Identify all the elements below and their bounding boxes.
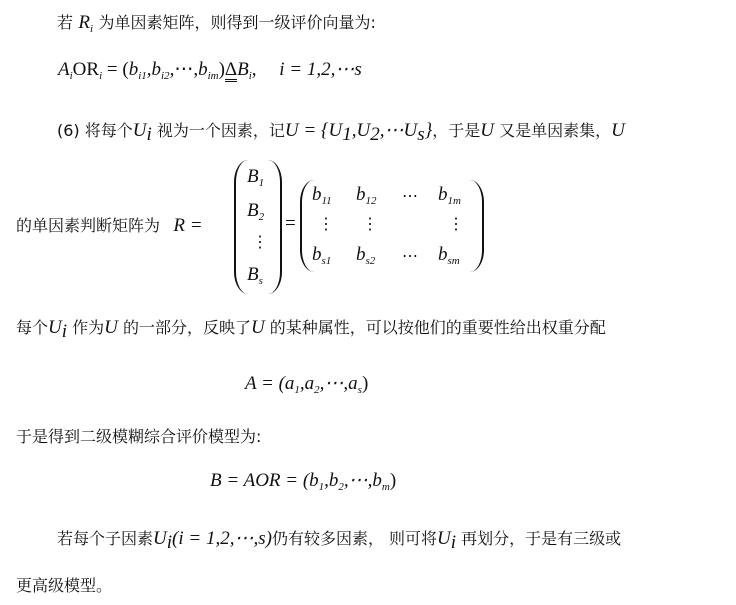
matrix-label-line: 的单因素判断矩阵为 R = — [16, 215, 203, 236]
cell-b12: $b_{12}$ — [356, 184, 377, 207]
paragraph-end: 更高级模型。 — [16, 576, 113, 595]
paragraph-line-1 — [57, 10, 376, 35]
matrix-b — [300, 180, 484, 272]
paragraph-line-6: (6) 将每个$U_i$ 视为一个因素，记$U = \{U_1,U_2,\cdots U_s\}$，于是U 又是单因素集，U — [57, 120, 625, 145]
cell-B1: $B_1$ — [247, 166, 265, 189]
column-vector-B — [234, 160, 282, 294]
math-R-equals: R = — [173, 215, 203, 236]
cell-bsm: $b_{sm}$ — [438, 244, 460, 267]
cell-vdots: ⋮ — [252, 234, 268, 251]
paragraph-weights: 每个$U_i$ 作为U 的一部分，反映了U 的某种属性，可以按他们的重要性给出权重分配 — [16, 317, 606, 342]
math-R: $R_i$ — [78, 12, 94, 35]
cell-b11: $b_{11}$ — [312, 184, 332, 207]
cell-hdots: ⋯ — [402, 188, 418, 205]
paragraph-model: 于是得到二级模糊综合评价模型为: — [16, 427, 262, 446]
index-range: i = 1,2,⋯s — [279, 59, 362, 80]
cell-bs1: $b_{s1}$ — [312, 244, 332, 267]
cell-hdots: ⋯ — [402, 248, 418, 265]
cell-b1m: $b_{1m}$ — [438, 184, 461, 207]
equation-second-level: B = AOR = $(b_1,b_2,\cdots,b_m)$ — [210, 470, 397, 493]
text: 为单因素矩阵，则得到一级评价向量为: — [98, 13, 376, 32]
cell-bs2: $b_{s2}$ — [356, 244, 376, 267]
cell-vdots: ⋮ — [318, 216, 334, 233]
equals-sign: = — [285, 213, 296, 234]
equation-first-level: $A_iOR_i$ = $(b_{i1},b_{i2},\cdots,b_{im})\Delta B_i$, i = 1,2,⋯s — [58, 59, 362, 82]
equation-weights: $A = (a_1,a_2,\cdots,a_s)$ — [245, 373, 369, 396]
text: 若 — [57, 13, 74, 32]
cell-vdots: ⋮ — [362, 216, 378, 233]
cell-Bs: $B_s$ — [247, 264, 263, 287]
paragraph-subfactor: 若每个子因素$U_i(i$ = 1,2,⋯,s)仍有较多因素， 则可将$U_i$ 再划分，于是有三级或 — [57, 528, 622, 553]
cell-B2: $B_2$ — [247, 200, 265, 223]
cell-vdots: ⋮ — [448, 216, 464, 233]
delta-operator: Δ — [224, 59, 238, 80]
